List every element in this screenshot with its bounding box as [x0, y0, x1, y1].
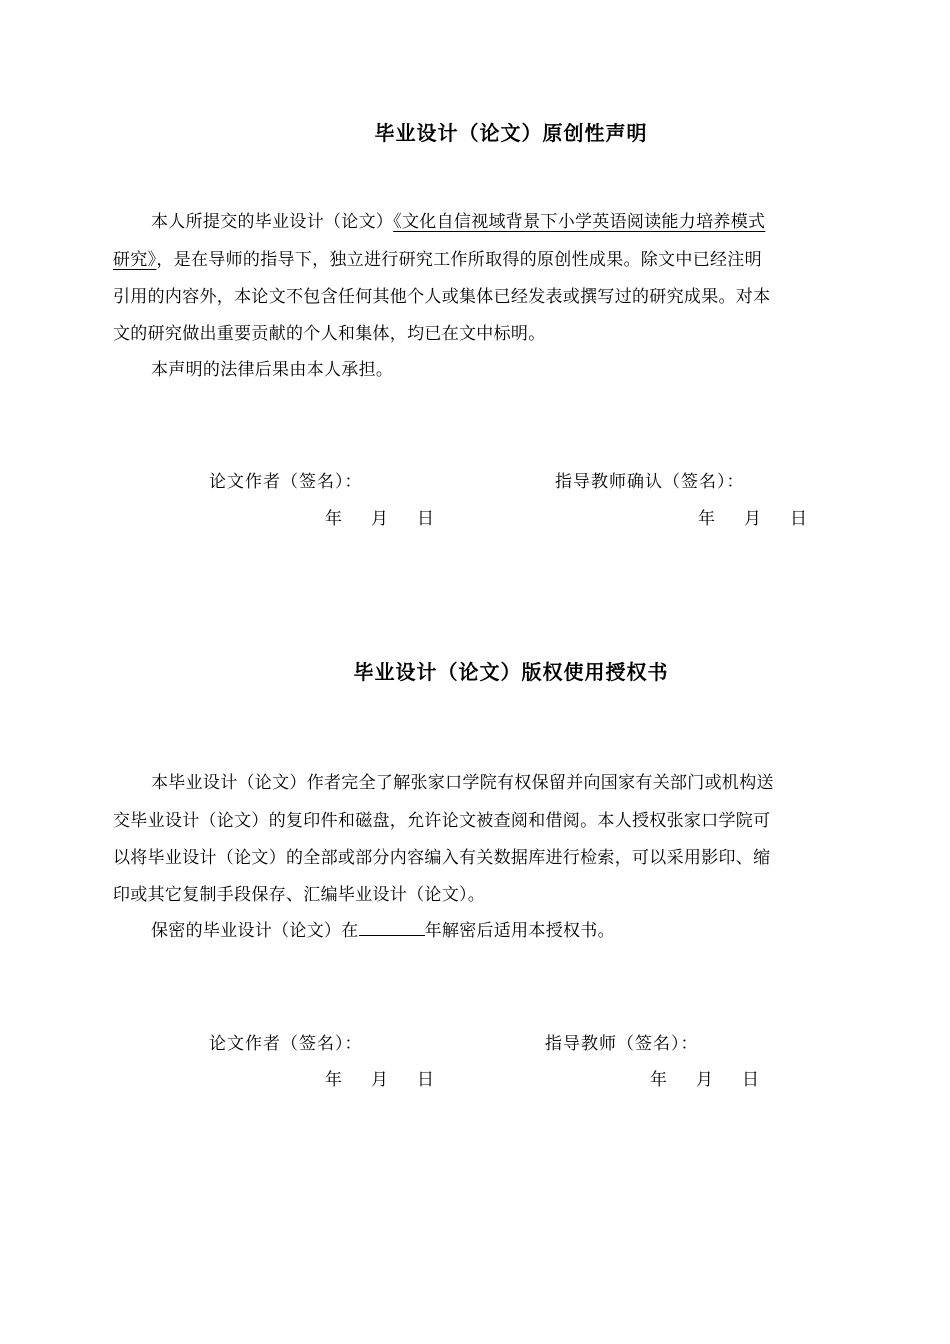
statement-text: ，是在导师的指导下，独立进行研究工作所取得的原创性成果。除文中已经注明	[156, 250, 762, 270]
advisor-date-2	[650, 1065, 765, 1090]
statement-prefix: 本人所提交的毕业设计（论文）	[151, 212, 394, 232]
month-label: 月	[696, 1070, 713, 1090]
month-label: 月	[371, 1070, 388, 1090]
thesis-title-part-2: 研究》	[113, 250, 157, 270]
copyright-authorization-title: 毕业设计（论文）版权使用授权书	[353, 660, 669, 684]
day-label: 日	[417, 509, 434, 529]
author-date-2	[325, 1065, 440, 1090]
statement-line-4: 文的研究做出重要贡献的个人和集体，均已在文中标明。	[113, 324, 546, 344]
advisor-date-1	[698, 504, 813, 529]
month-label: 月	[371, 509, 388, 529]
year-label: 年	[325, 1070, 342, 1090]
year-blank	[359, 921, 425, 936]
statement-line-3: 引用的内容外，本论文不包含任何其他个人或集体已经发表或撰写过的研究成果。对本	[113, 287, 771, 307]
authorization-line-1: 本毕业设计（论文）作者完全了解张家口学院有权保留并向国家有关部门或机构送	[151, 773, 774, 793]
day-label: 日	[790, 509, 807, 529]
authorization-line-3: 以将毕业设计（论文）的全部或部分内容编入有关数据库进行检索，可以采用影印、缩	[113, 848, 771, 868]
authorization-line-4: 印或其它复制手段保存、汇编毕业设计（论文）。	[113, 885, 486, 905]
confidential-suffix: 年解密后适用本授权书。	[424, 921, 615, 941]
advisor-signature-label-2: 指导教师（签名）：	[545, 1034, 699, 1054]
month-label: 月	[744, 509, 761, 529]
authorization-line-2: 交毕业设计（论文）的复印件和磁盘，允许论文被查阅和借阅。本人授权张家口学院可	[113, 811, 771, 831]
advisor-confirm-signature-label: 指导教师确认（签名）：	[555, 472, 745, 492]
confidential-prefix: 保密的毕业设计（论文）在	[151, 921, 359, 941]
year-label: 年	[698, 509, 715, 529]
author-signature-label: 论文作者（签名）：	[209, 472, 363, 492]
author-signature-label-2: 论文作者（签名）：	[209, 1034, 363, 1054]
year-label: 年	[325, 509, 342, 529]
statement-line-2	[113, 250, 762, 270]
thesis-title-part-1: 《文化自信视域背景下小学英语阅读能力培养模式	[393, 212, 766, 232]
statement-line-1	[151, 212, 765, 232]
confidential-line	[151, 921, 615, 941]
author-date-1	[325, 504, 440, 529]
day-label: 日	[742, 1070, 759, 1090]
day-label: 日	[417, 1070, 434, 1090]
year-label: 年	[650, 1070, 667, 1090]
originality-statement-title: 毕业设计（论文）原创性声明	[374, 121, 648, 145]
legal-consequence-line: 本声明的法律后果由本人承担。	[151, 360, 394, 380]
